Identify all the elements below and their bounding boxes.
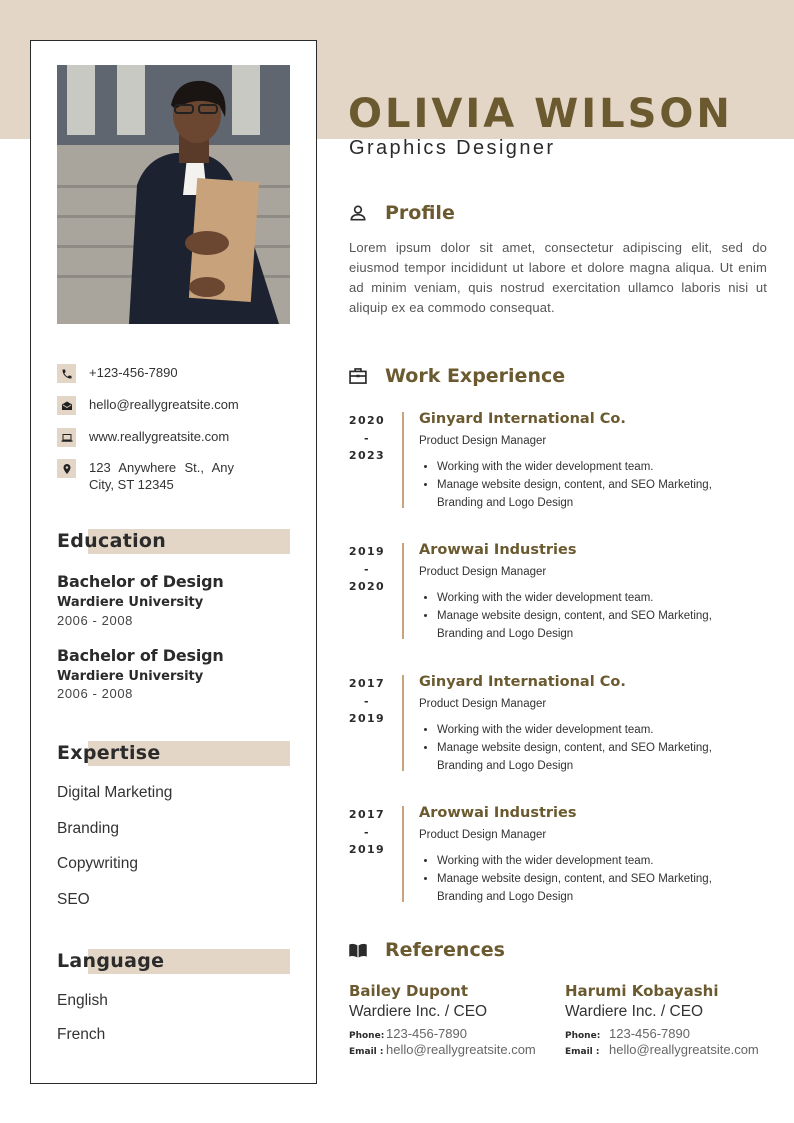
contact-phone bbox=[57, 364, 178, 383]
work-bullets bbox=[437, 589, 737, 643]
work-bullet: • Manage website design, content, and SEO Marketing, Branding and Logo Design bbox=[437, 607, 737, 643]
education-heading-label: Education bbox=[57, 530, 167, 552]
work-company: Arowwai Industries bbox=[419, 542, 577, 558]
reference-card bbox=[349, 982, 569, 1057]
reference-phone-key: Phone: bbox=[349, 1031, 385, 1041]
timeline-line bbox=[402, 543, 404, 639]
candidate-title: Graphics Designer bbox=[349, 137, 556, 159]
work-bullet: • Working with the wider development team. bbox=[437, 721, 737, 739]
profile-heading bbox=[348, 202, 455, 224]
work-year-separator: - bbox=[364, 825, 370, 839]
work-end-year: 2020 bbox=[348, 580, 386, 593]
work-company: Ginyard International Co. bbox=[419, 674, 626, 690]
work-years bbox=[340, 675, 394, 728]
work-year-separator: - bbox=[364, 694, 370, 708]
reference-name: Harumi Kobayashi bbox=[565, 982, 719, 1000]
website-text[interactable]: www.reallygreatsite.com bbox=[89, 429, 230, 444]
work-bullet: • Working with the wider development team. bbox=[437, 589, 737, 607]
reference-email-line bbox=[349, 1042, 569, 1057]
expertise-item: Branding bbox=[57, 820, 120, 837]
work-end-year: 2019 bbox=[348, 843, 386, 856]
work-entry bbox=[340, 412, 780, 512]
work-bullets bbox=[437, 852, 737, 906]
work-start-year: 2020 bbox=[348, 414, 386, 427]
work-years bbox=[340, 806, 394, 859]
profile-photo bbox=[57, 65, 290, 324]
candidate-name: OLIVIA WILSON bbox=[348, 91, 733, 137]
education-university: Wardiere University bbox=[57, 595, 204, 610]
briefcase-icon bbox=[348, 366, 368, 386]
timeline-line bbox=[402, 412, 404, 508]
work-heading bbox=[348, 365, 565, 387]
reference-email[interactable]: hello@reallygreatsite.com bbox=[609, 1042, 759, 1057]
work-entry bbox=[340, 806, 780, 906]
book-icon bbox=[348, 940, 368, 960]
reference-name: Bailey Dupont bbox=[349, 982, 469, 1000]
work-end-year: 2023 bbox=[348, 449, 386, 462]
profile-summary: Lorem ipsum dolor sit amet, consectetur adipiscing elit, sed do eiusmod tempor incididunt ut labore et dolore magna aliqua. Ut enim ad minim veniam, quis nostrud exercitation ullamco laboris nisi ut aliquip ex ea commodo consequat. bbox=[349, 240, 767, 315]
work-end-year: 2019 bbox=[348, 712, 386, 725]
envelope-icon bbox=[57, 396, 76, 415]
address-text: 123 Anywhere St., Any City, ST 12345 bbox=[89, 460, 234, 492]
work-bullet: • Working with the wider development team. bbox=[437, 852, 737, 870]
reference-email-key: Email : bbox=[349, 1047, 384, 1057]
reference-card bbox=[565, 982, 785, 1057]
reference-phone-key: Phone: bbox=[565, 1031, 601, 1041]
education-years: 2006 - 2008 bbox=[57, 613, 133, 628]
reference-phone: 123-456-7890 bbox=[609, 1026, 690, 1041]
education-heading bbox=[57, 529, 290, 554]
work-years bbox=[340, 543, 394, 596]
reference-org: Wardiere Inc. / CEO bbox=[565, 1003, 704, 1020]
reference-phone-line bbox=[349, 1026, 569, 1041]
work-start-year: 2017 bbox=[348, 808, 386, 821]
education-degree: Bachelor of Design bbox=[57, 646, 224, 665]
reference-email-key: Email : bbox=[565, 1047, 600, 1057]
work-bullet: • Manage website design, content, and SEO Marketing, Branding and Logo Design bbox=[437, 870, 737, 906]
references-heading-label: References bbox=[385, 939, 505, 961]
work-bullets bbox=[437, 721, 737, 775]
work-entry bbox=[340, 675, 780, 775]
left-sidebar bbox=[30, 40, 317, 1084]
education-degree: Bachelor of Design bbox=[57, 572, 224, 591]
education-years: 2006 - 2008 bbox=[57, 686, 133, 701]
contact-email bbox=[57, 396, 239, 415]
work-bullets bbox=[437, 458, 737, 512]
work-role: Product Design Manager bbox=[419, 435, 547, 447]
work-bullet: • Working with the wider development team. bbox=[437, 458, 737, 476]
expertise-item: Digital Marketing bbox=[57, 784, 173, 801]
work-role: Product Design Manager bbox=[419, 566, 547, 578]
references-heading bbox=[348, 939, 505, 961]
timeline-line bbox=[402, 675, 404, 771]
work-company: Arowwai Industries bbox=[419, 805, 577, 821]
education-university: Wardiere University bbox=[57, 669, 204, 684]
work-bullet: • Manage website design, content, and SEO Marketing, Branding and Logo Design bbox=[437, 476, 737, 512]
language-item: French bbox=[57, 1026, 106, 1043]
reference-email-line bbox=[565, 1042, 785, 1057]
work-role: Product Design Manager bbox=[419, 698, 547, 710]
work-start-year: 2019 bbox=[348, 545, 386, 558]
work-bullet: • Manage website design, content, and SEO Marketing, Branding and Logo Design bbox=[437, 739, 737, 775]
reference-org: Wardiere Inc. / CEO bbox=[349, 1003, 488, 1020]
work-company: Ginyard International Co. bbox=[419, 411, 626, 427]
work-years bbox=[340, 412, 394, 465]
phone-text: +123-456-7890 bbox=[89, 365, 178, 380]
expertise-item: SEO bbox=[57, 891, 90, 908]
work-year-separator: - bbox=[364, 431, 370, 445]
work-start-year: 2017 bbox=[348, 677, 386, 690]
reference-email[interactable]: hello@reallygreatsite.com bbox=[386, 1042, 536, 1057]
email-text[interactable]: hello@reallygreatsite.com bbox=[89, 397, 239, 412]
location-pin-icon bbox=[57, 459, 76, 478]
work-heading-label: Work Experience bbox=[385, 365, 566, 387]
work-entry bbox=[340, 543, 780, 643]
expertise-heading bbox=[57, 741, 290, 766]
language-item: English bbox=[57, 992, 108, 1009]
timeline-line bbox=[402, 806, 404, 902]
contact-address bbox=[57, 459, 234, 493]
language-heading bbox=[57, 949, 290, 974]
profile-photo-illustration bbox=[57, 65, 290, 324]
expertise-heading-label: Expertise bbox=[57, 742, 161, 764]
profile-heading-label: Profile bbox=[385, 202, 455, 224]
work-role: Product Design Manager bbox=[419, 829, 547, 841]
user-icon bbox=[348, 203, 368, 223]
language-heading-label: Language bbox=[57, 950, 165, 972]
phone-icon bbox=[57, 364, 76, 383]
expertise-item: Copywriting bbox=[57, 855, 138, 872]
laptop-icon bbox=[57, 428, 76, 447]
contact-website bbox=[57, 428, 229, 447]
work-year-separator: - bbox=[364, 562, 370, 576]
reference-phone-line bbox=[565, 1026, 785, 1041]
reference-phone: 123-456-7890 bbox=[386, 1026, 467, 1041]
